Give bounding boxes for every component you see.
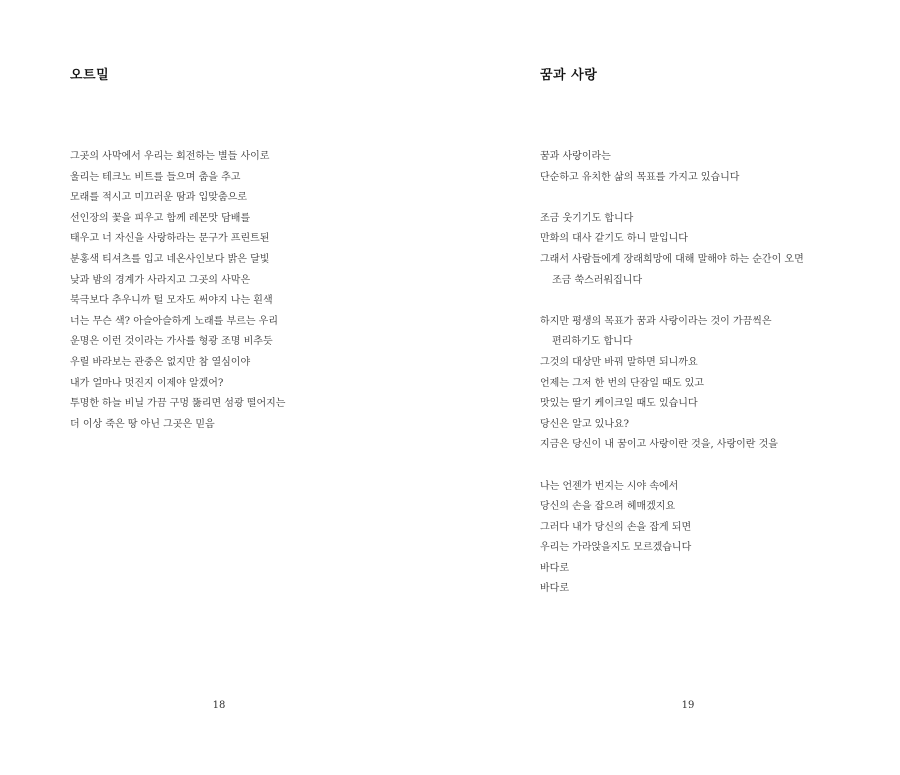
poem-line: 편리하기도 합니다 — [552, 336, 633, 348]
stanza-break — [540, 456, 804, 477]
poem-body-dream-and-love — [540, 147, 804, 600]
poem-line: 나는 언젠가 번지는 시야 속에서 — [540, 480, 679, 492]
poem-title-dream-and-love: 꿈과 사랑 — [540, 68, 598, 83]
page-number-left: 18 — [212, 700, 226, 711]
stanza-break — [540, 188, 804, 209]
poem-line: 우리는 가라앉을지도 모르겠습니다 — [540, 542, 692, 554]
right-page — [450, 0, 900, 775]
poem-line: 태우고 너 자신을 사랑하라는 문구가 프린트된 — [70, 233, 270, 245]
poem-line: 우릴 바라보는 관중은 없지만 참 열심이야 — [70, 356, 251, 368]
poem-line: 바다로 — [540, 583, 569, 595]
poem-line: 지금은 당신이 내 꿈이고 사랑이란 것을, 사랑이란 것을 — [540, 439, 778, 451]
poem-line: 당신은 알고 있나요? — [540, 418, 629, 430]
poem-line: 내가 얼마나 멋진지 이제야 알겠어? — [70, 377, 224, 389]
poem-line: 너는 무슨 색? 아슬아슬하게 노래를 부르는 우리 — [70, 315, 278, 327]
page-number-right: 19 — [681, 700, 695, 711]
poem-line: 그러다 내가 당신의 손을 잡게 되면 — [540, 521, 692, 533]
poem-line: 북극보다 추우니까 털 모자도 써야지 나는 흰색 — [70, 295, 273, 307]
poem-line: 단순하고 유치한 삶의 목표를 가지고 있습니다 — [540, 171, 740, 183]
poem-line: 낮과 밤의 경계가 사라지고 그곳의 사막은 — [70, 274, 251, 286]
poem-line: 더 이상 죽은 땅 아닌 그곳은 믿음 — [70, 418, 215, 430]
poem-line: 언제는 그저 한 번의 단잠일 때도 있고 — [540, 377, 704, 389]
poem-line: 만화의 대사 같기도 하니 말입니다 — [540, 233, 688, 245]
poem-line: 그것의 대상만 바꿔 말하면 되니까요 — [540, 356, 698, 368]
poem-title-oatmeal: 오트밀 — [70, 68, 110, 83]
poem-line: 조금 쑥스러워집니다 — [552, 274, 643, 286]
poem-line: 조금 웃기기도 합니다 — [540, 212, 634, 224]
poem-line: 바다로 — [540, 562, 569, 574]
poem-line: 당신의 손을 잡으려 헤매겠지요 — [540, 501, 676, 513]
poem-line: 분홍색 티셔츠를 입고 네온사인보다 밝은 달빛 — [70, 253, 270, 265]
poem-line: 맛있는 딸기 케이크일 때도 있습니다 — [540, 398, 698, 410]
stanza-break — [540, 291, 804, 312]
poem-line: 모래를 적시고 미끄러운 땀과 입맞춤으로 — [70, 192, 247, 204]
poem-line: 그곳의 사막에서 우리는 회전하는 별들 사이로 — [70, 151, 270, 162]
poem-line: 울리는 테크노 비트를 들으며 춤을 추고 — [70, 171, 241, 183]
poem-line: 운명은 이런 것이라는 가사를 형광 조명 비추듯 — [70, 336, 273, 348]
poem-line: 하지만 평생의 목표가 꿈과 사랑이라는 것이 가끔씩은 — [540, 315, 772, 327]
poem-line: 꿈과 사랑이라는 — [540, 151, 611, 162]
poem-body-oatmeal — [70, 147, 285, 435]
poem-line: 그래서 사람들에게 장래희망에 대해 말해야 하는 순간이 오면 — [540, 253, 804, 265]
poem-line: 선인장의 꽃을 피우고 함께 레몬맛 담배를 — [70, 212, 251, 224]
poem-line: 투명한 하늘 비닐 가끔 구멍 뚫리면 섬광 떨어지는 — [70, 398, 286, 410]
